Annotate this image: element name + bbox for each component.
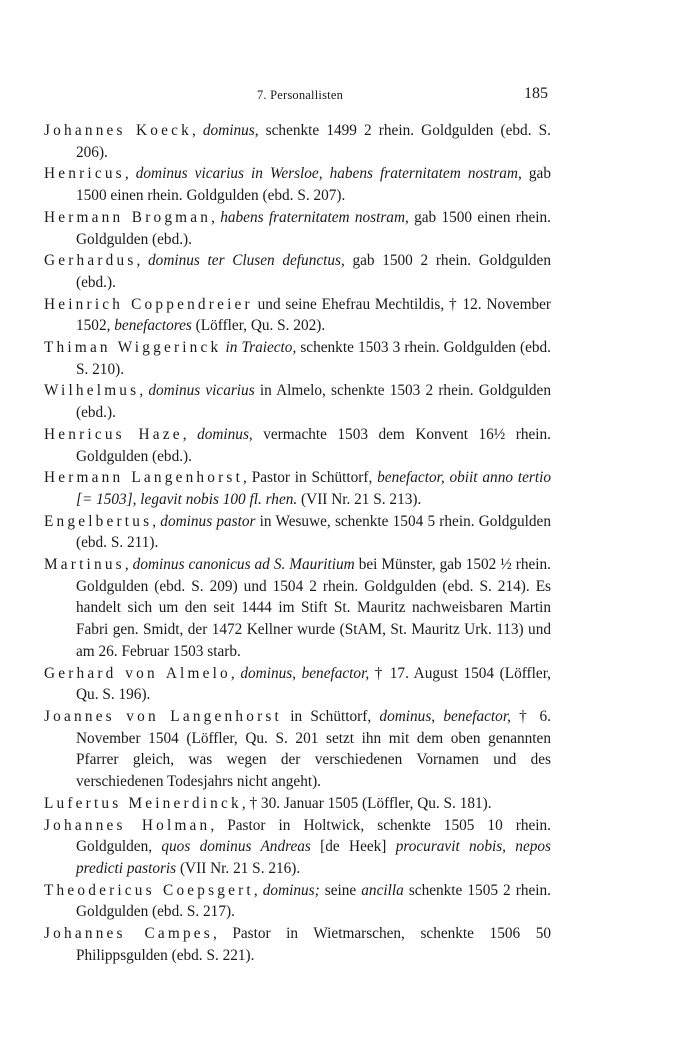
latin-quote: dominus, xyxy=(202,122,259,139)
latin-quote: benefactores xyxy=(114,317,192,335)
entry-text: gab 1500 einen rhein. Goldgulden (ebd.). xyxy=(76,208,551,248)
entry-text: , xyxy=(253,881,263,899)
person-name: Henricus Haze xyxy=(44,425,183,443)
person-entry xyxy=(44,793,551,815)
entry-text: , xyxy=(124,556,133,574)
person-entry xyxy=(44,250,551,293)
entry-text: † 6. November 1504 (Löffler, Qu. S. 201 setzt ihn mit dem oben genannten Pfarrer gleich, was wegen der verschiedenen Vornamen und des verschiedenen Todesjahrs nicht angeht). xyxy=(76,707,551,791)
latin-quote: habens fraternitatem nostram, xyxy=(220,208,409,226)
entry-text: gab 1500 einen rhein. Goldgulden (ebd. S. 207). xyxy=(76,165,551,205)
person-entry xyxy=(44,554,551,663)
latin-quote: procuravit nobis, nepos predicti pastoris xyxy=(76,838,551,877)
person-name: Heinrich Coppendreier xyxy=(44,295,253,313)
entry-text: (VII Nr. 21 S. 213). xyxy=(297,490,422,508)
person-name: Johannes Holman xyxy=(44,816,211,834)
running-title: 7. Personallisten xyxy=(256,88,344,102)
entry-text: , † 30. Januar 1505 (Löffler, Qu. S. 181). xyxy=(241,794,492,812)
entry-text: , Pastor in Wietmarschen, schenkte 1506 50 Philippsgulden (ebd. S. 221). xyxy=(76,925,552,964)
person-name: Gerhardus xyxy=(44,252,137,270)
person-name: Johannes Koeck xyxy=(44,122,192,139)
entry-text: und seine Ehefrau Mechtildis, † 12. November 1502, xyxy=(76,295,552,335)
person-name: Joannes von Langenhorst xyxy=(44,707,282,725)
entry-text: in Schüttorf, xyxy=(281,707,380,725)
entry-text: in Wesuwe, schenkte 1504 5 rhein. Goldgulden (ebd. S. 211). xyxy=(76,512,551,552)
person-name: Theodericus Coepsgert xyxy=(44,881,254,899)
person-entry xyxy=(44,294,551,337)
latin-quote: dominus vicarius xyxy=(148,382,255,400)
person-entry xyxy=(44,880,551,923)
entry-text: in Almelo, schenkte 1503 2 rhein. Goldgulden (ebd.). xyxy=(76,382,551,422)
person-entry xyxy=(44,163,551,206)
running-head xyxy=(0,78,700,108)
person-entry xyxy=(44,467,551,510)
entry-text: , xyxy=(124,165,136,183)
person-name: Martinus xyxy=(44,556,125,574)
entry-text: , xyxy=(182,425,198,443)
entry-text: gab 1500 2 rhein. Goldgulden (ebd.). xyxy=(76,252,551,291)
entry-text: [de Heek] xyxy=(310,838,396,856)
person-name: Hermann Brogman xyxy=(44,208,212,226)
person-entry xyxy=(44,337,551,380)
person-entry xyxy=(44,815,551,880)
person-name: Hermann Langenhorst xyxy=(44,469,244,487)
latin-quote: dominus ter Clusen defunctus, xyxy=(148,252,345,270)
entry-text: , xyxy=(136,252,149,270)
entry-text: , xyxy=(230,664,241,682)
entry-list xyxy=(44,120,551,966)
latin-quote: dominus canonicus ad S. Mauritium xyxy=(132,556,355,574)
person-entry xyxy=(44,424,551,467)
person-name: Johannes Campes xyxy=(44,925,213,943)
person-entry xyxy=(44,120,551,163)
person-name: Lufertus Meinerdinck xyxy=(44,794,242,812)
latin-quote: dominus vicarius in Wersloe, habens fraternitatem nostram, xyxy=(135,165,522,183)
entry-text: (Löffler, Qu. S. 202). xyxy=(191,317,326,335)
entry-text: bei Münster, gab 1502 ½ rhein. Goldgulden (ebd. S. 209) und 1504 2 rhein. Goldgulden (ebd. S. 214). Es handelt sich um den seit 1444 im Stift St. Mauritz nachweisbaren Martin Fabri gen. Smidt, der 1472 Kellner wurde (StAM, St. Mauritz Urk. 113) und am 26. Februar 1503 starb. xyxy=(76,556,551,660)
person-name: Henricus xyxy=(44,165,125,183)
page-number: 185 xyxy=(524,85,548,102)
person-entry xyxy=(44,706,551,793)
person-entry xyxy=(44,923,551,966)
latin-quote: ancilla xyxy=(361,881,404,899)
entry-text: schenkte 1499 2 rhein. Goldgulden (ebd. S. 206). xyxy=(76,122,551,161)
latin-quote: benefactor, obiit anno tertio [= 1503], legavit nobis 100 fl. rhen. xyxy=(76,469,551,508)
latin-quote: dominus pastor xyxy=(160,512,256,530)
entry-text: schenkte 1505 2 rhein. Goldgulden (ebd. S. 217). xyxy=(76,881,552,921)
entry-text: , xyxy=(191,122,203,139)
person-name: Thiman Wiggerinck xyxy=(44,339,222,357)
latin-quote: quos dominus Andreas xyxy=(161,838,311,856)
entry-text: schenkte 1503 3 rhein. Goldgulden (ebd. S. 210). xyxy=(76,339,551,378)
person-entry xyxy=(44,207,551,250)
person-name: Gerhard von Almelo xyxy=(44,664,231,682)
entry-text: , xyxy=(139,382,149,400)
person-entry xyxy=(44,380,551,423)
entry-text: vermachte 1503 dem Konvent 16½ rhein. Goldgulden (ebd.). xyxy=(76,425,552,465)
entry-text: (VII Nr. 21 S. 216). xyxy=(176,859,301,877)
latin-quote: dominus; xyxy=(262,881,320,899)
entry-text: , xyxy=(211,208,221,226)
person-name: Wilhelmus xyxy=(44,382,140,400)
entry-text: , Pastor in Holtwick, schenkte 1505 10 rhein. Goldgulden, xyxy=(76,816,552,856)
person-name: Engelbertus xyxy=(44,512,153,530)
entry-text: † 17. August 1504 (Löffler, Qu. S. 196). xyxy=(76,664,551,704)
latin-quote: dominus, benefactor, xyxy=(379,707,511,725)
latin-quote: dominus, xyxy=(197,425,253,443)
person-entry xyxy=(44,663,551,706)
entry-text: seine xyxy=(319,881,362,899)
person-entry xyxy=(44,511,551,554)
latin-quote: in Traiecto, xyxy=(225,339,297,357)
latin-quote: dominus, benefactor, xyxy=(240,664,370,682)
entry-text: , xyxy=(152,512,161,530)
entry-text: , Pastor in Schüttorf, xyxy=(243,469,378,487)
